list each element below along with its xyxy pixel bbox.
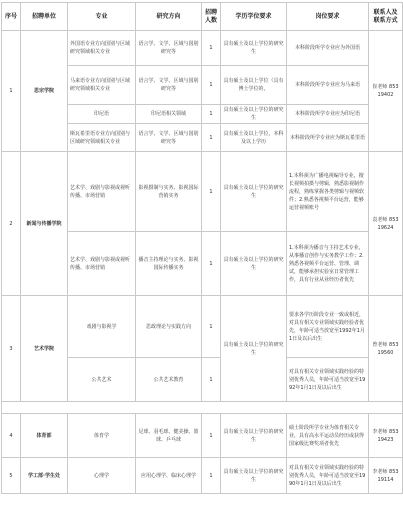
requirement-cell: 对具有相关专业领域实践经验的特别优秀人员，年龄可适当放宽至1990年1月1日及以后出生 <box>287 458 369 494</box>
table-row <box>2 296 403 358</box>
count-cell: 1 <box>202 296 221 358</box>
recruitment-table <box>1 2 403 494</box>
requirement-cell: 1.本科须为广播电视编导专业，擅长视频拍摄与剪辑，熟悉影视制作流程，熟练掌握各类剪辑与视频软件；2.熟悉各视频平台运营，能够运营视频账号 <box>287 152 369 232</box>
count-cell: 1 <box>202 66 221 105</box>
education-cell: 具有硕士及以上学位的研究生 <box>221 152 287 232</box>
direction-cell: 公共艺术教育 <box>136 358 202 402</box>
header-row <box>2 3 403 31</box>
direction-cell: 语言学、文学、区域与国别研究等 <box>136 31 202 66</box>
requirement-cell: 本科阶段所学专业应为斯瓦希里语 <box>287 124 369 152</box>
major-cell: 公共艺术 <box>68 358 136 402</box>
header-direction: 研究方向 <box>136 3 202 31</box>
direction-cell: 应用心理学、临床心理学 <box>136 458 202 494</box>
unit-name: 思宗学院 <box>21 31 68 152</box>
education-cell: 具有硕士及以上学位，本科及以上学历 <box>221 124 287 152</box>
direction-cell: 影视摄制与实务、影视国际营销实务 <box>136 152 202 232</box>
requirement-cell: 对具有相关专业领域实践经验的特别优秀人员，年龄可适当放宽至1992年1月1日及以后出生 <box>287 358 369 402</box>
count-cell: 1 <box>202 232 221 296</box>
header-education: 学历学位要求 <box>221 3 287 31</box>
header-contact: 联系人及联系方式 <box>369 3 403 31</box>
row-no: 3 <box>2 296 21 402</box>
requirement-cell: 1.本科须为播音与主持艺术专业，从事播音创作与实务教学工作；2.熟悉各视频平台运营、管理、调试，能够承担实验室日常管理工作，具有行业从业经历者优先 <box>287 232 369 296</box>
direction-cell: 思政理论与实践方向 <box>136 296 202 358</box>
contact-cell: 李老师 85319114 <box>369 458 403 494</box>
contact-cell: 曾老师 85319560 <box>369 296 403 402</box>
row-no: 2 <box>2 152 21 296</box>
direction-cell: 语言学、文学、区域与国别研究等 <box>136 66 202 105</box>
count-cell: 1 <box>202 458 221 494</box>
major-cell: 艺术学、戏剧与影视或视听传播、市场营销 <box>68 232 136 296</box>
education-cell: 具有硕士及以上学位的研究生 <box>221 31 287 66</box>
major-cell: 斯瓦希里语专业方向国别与区域研究领域相关专业 <box>68 124 136 152</box>
major-cell: 戏剧与影视学 <box>68 296 136 358</box>
requirement-cell: 本科阶段所学专业应为外国语 <box>287 31 369 66</box>
unit-name: 新闻与传播学院 <box>21 152 68 296</box>
contact-cell: 李老师 85319423 <box>369 414 403 458</box>
education-cell: 具有硕士及以上学位的研究生 <box>221 232 287 296</box>
major-cell: 体育学 <box>68 414 136 458</box>
header-count: 招聘人数 <box>202 3 221 31</box>
unit-name: 学工部·学生处 <box>21 458 68 494</box>
direction-cell: 语言学、文学、区域与国别研究等 <box>136 124 202 152</box>
major-cell: 外国语专业方向国别与区域研究领域相关专业 <box>68 31 136 66</box>
count-cell: 1 <box>202 358 221 402</box>
row-no: 4 <box>2 414 21 458</box>
direction-cell: 足球、羽毛球、健美操、篮球、乒乓球 <box>136 414 202 458</box>
major-cell: 心理学 <box>68 458 136 494</box>
requirement-cell: 本科阶段所学专业应为马来语 <box>287 66 369 105</box>
direction-cell: 印尼语相关领域 <box>136 105 202 124</box>
unit-name: 艺术学院 <box>21 296 68 402</box>
education-cell: 具有硕士及以上学位的研究生 <box>221 296 287 402</box>
count-cell: 1 <box>202 152 221 232</box>
row-no: 1 <box>2 31 21 152</box>
major-cell: 马来语专业方向国别与区域研究领域相关专业 <box>68 66 136 105</box>
header-unit: 招聘单位 <box>21 3 68 31</box>
major-cell: 艺术学、戏剧与影视或视听传播、市场营销 <box>68 152 136 232</box>
table-row <box>2 458 403 494</box>
header-major: 专业 <box>68 3 136 31</box>
education-cell: 具有硕士及以上学位的研究生 <box>221 105 287 124</box>
direction-cell: 播音主持理论与实务、影视国际传播实务 <box>136 232 202 296</box>
education-cell: 具有硕士及以上学位的研究生 <box>221 414 287 458</box>
table-row <box>2 152 403 232</box>
education-cell: 具有硕士及以上学位的研究生 <box>221 458 287 494</box>
table-gap <box>2 402 403 414</box>
requirement-cell: 要求各学历阶段专业一致或相近，对具有相关专业领域实践经验者优先，年龄可适当放宽至1992年1月1日及以后出生 <box>287 296 369 358</box>
table-row <box>2 31 403 66</box>
contact-cell: 袁老师 85319624 <box>369 152 403 296</box>
requirement-cell: 硕士阶段所学专业为体育相关专业，具有高水平运动员经历或获得国家级比赛奖项者优先 <box>287 414 369 458</box>
major-cell: 印尼语 <box>68 105 136 124</box>
header-no: 序号 <box>2 3 21 31</box>
count-cell: 1 <box>202 105 221 124</box>
requirement-cell: 本科阶段所学专业应为印尼语 <box>287 105 369 124</box>
count-cell: 1 <box>202 31 221 66</box>
row-no: 5 <box>2 458 21 494</box>
contact-cell: 崔老师 85319402 <box>369 31 403 152</box>
table-row <box>2 414 403 458</box>
count-cell: 1 <box>202 124 221 152</box>
count-cell: 1 <box>202 414 221 458</box>
unit-name: 体育部 <box>21 414 68 458</box>
education-cell: 具有硕士及以上学位（具有博士学位的， <box>221 66 287 105</box>
header-requirements: 岗位要求 <box>287 3 369 31</box>
